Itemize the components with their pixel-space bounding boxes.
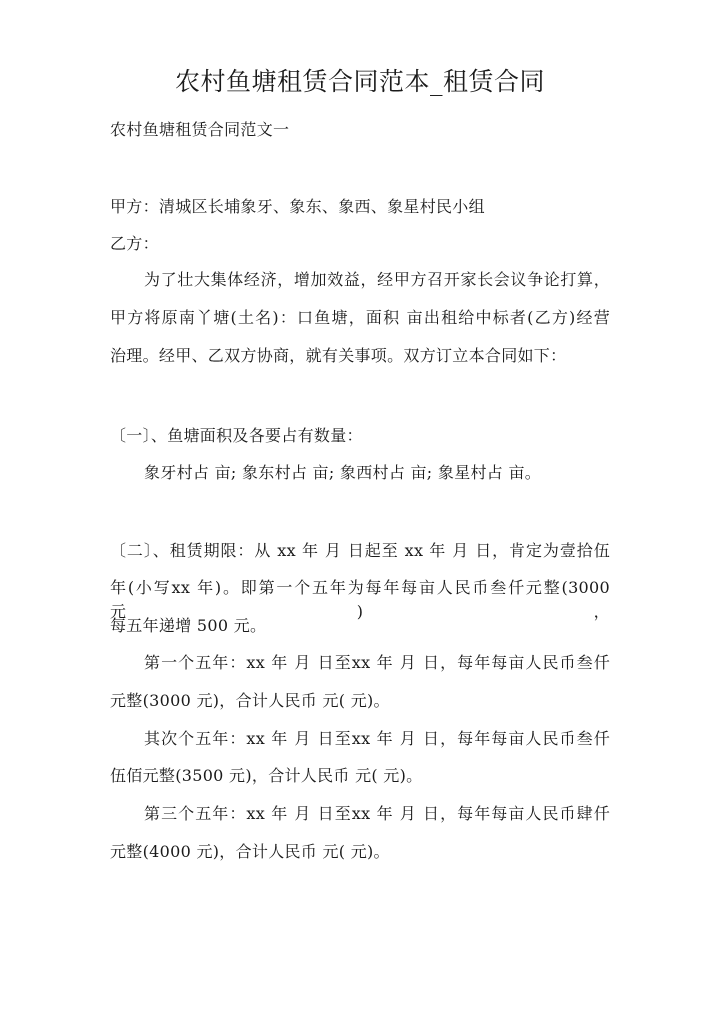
party-a-line: 甲方：清城区长埔象牙、象东、象西、象星村民小组	[110, 197, 485, 216]
document-subtitle: 农村鱼塘租赁合同范文一	[110, 120, 290, 139]
section2-line-3: 每五年递增 500 元。	[110, 616, 267, 635]
party-b-line: 乙方：	[110, 234, 159, 253]
section1-heading: 〔一〕、鱼塘面积及各要占有数量：	[110, 426, 363, 445]
period2-line-2: 伍佰元整(3500 元)，合计人民币 元( 元)。	[110, 766, 423, 785]
period1-line-2: 元整(3000 元)，合计人民币 元( 元)。	[110, 691, 390, 710]
section2-line-1: 〔二〕、租赁期限：从 xx 年 月 日起至 xx 年 月 日，肯定为壹拾伍	[110, 541, 610, 560]
document-title: 农村鱼塘租赁合同范本_租赁合同	[174, 67, 545, 96]
period1-line-1: 第一个五年：xx 年 月 日至xx 年 月 日，每年每亩人民币叁仟	[144, 653, 610, 672]
period3-line-1: 第三个五年：xx 年 月 日至xx 年 月 日，每年每亩人民币肆仟	[144, 804, 610, 823]
intro-line-1: 为了壮大集体经济，增加效益，经甲方召开家长会议争论打算，	[144, 270, 610, 289]
period2-line-1: 其次个五年：xx 年 月 日至xx 年 月 日，每年每亩人民币叁仟	[144, 729, 610, 748]
period3-line-2: 元整(4000 元)，合计人民币 元( 元)。	[110, 842, 390, 861]
intro-line-2: 甲方将原南丫塘(土名)：口鱼塘，面积 亩出租给中标者(乙方)经营	[110, 308, 610, 327]
section1-detail: 象牙村占 亩; 象东村占 亩; 象西村占 亩; 象星村占 亩。	[144, 463, 542, 482]
section2-line-2: 年(小写xx 年)。即第一个五年为每年每亩人民币叁仟元整(3000 元)，	[110, 578, 610, 621]
intro-line-3: 治理。经甲、乙双方协商，就有关事项。双方订立本合同如下：	[110, 346, 567, 365]
